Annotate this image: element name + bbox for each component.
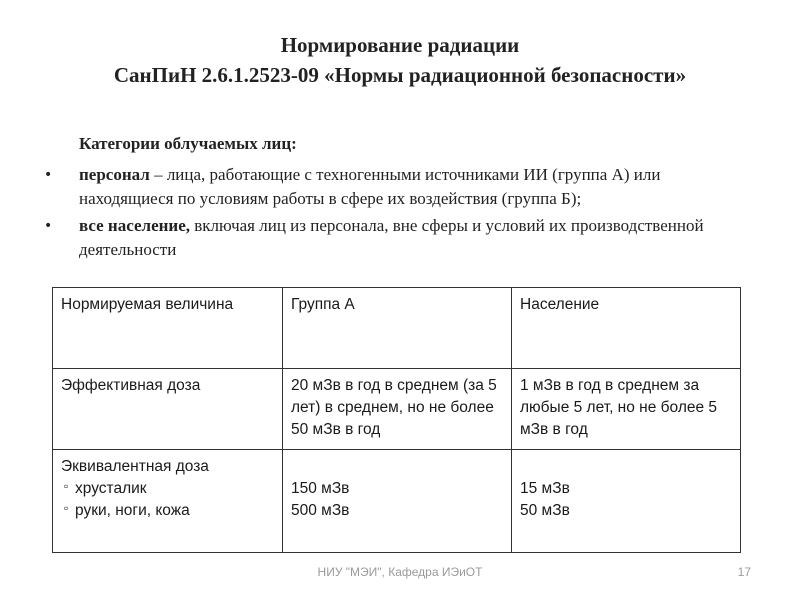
title-line-2: СанПиН 2.6.1.2523-09 «Нормы радиационной безопасности» xyxy=(113,63,687,87)
category-item-population xyxy=(44,214,754,262)
value-skin-population: 50 мЗв xyxy=(520,502,570,519)
bullet-icon: • xyxy=(44,167,53,183)
slide-title xyxy=(0,30,800,90)
table-header-row xyxy=(53,288,741,369)
table-row xyxy=(53,369,741,450)
categories-section xyxy=(44,133,754,265)
category-term: все население, xyxy=(79,216,190,235)
value-skin-group-a: 500 мЗв xyxy=(291,502,350,519)
value-lens-group-a: 150 мЗв xyxy=(291,480,350,497)
sub-item-lens: ▫ хрусталик xyxy=(61,478,274,500)
category-term: персонал xyxy=(79,165,150,184)
cell-effective-group-a: 20 мЗв в год в среднем (за 5 лет) в среднем, но не более 50 мЗв в год xyxy=(283,369,512,450)
norms-table xyxy=(52,287,741,553)
header-cell-group-a: Группа А xyxy=(283,288,512,369)
cell-effective-population: 1 мЗв в год в среднем за любые 5 лет, но не более 5 мЗв в год xyxy=(512,369,741,450)
categories-heading: Категории облучаемых лиц: xyxy=(79,134,297,153)
subitem-marker-icon: ▫ xyxy=(64,479,69,493)
category-item-personnel xyxy=(44,163,754,211)
cell-equivalent-group-a xyxy=(283,450,512,553)
table-row xyxy=(53,450,741,553)
sub-item-limbs-skin: ▫ руки, ноги, кожа xyxy=(61,500,274,522)
bullet-icon: • xyxy=(44,218,53,234)
title-line-1: Нормирование радиации xyxy=(280,33,520,57)
cell-equivalent-dose xyxy=(53,450,283,553)
equivalent-dose-label: Эквивалентная доза xyxy=(61,458,209,475)
category-description: включая лиц из персонала, вне сферы и условий их производственной деятельности xyxy=(79,216,704,259)
header-cell-quantity: Нормируемая величина xyxy=(53,288,283,369)
cell-effective-dose: Эффективная доза xyxy=(53,369,283,450)
category-description: – лица, работающие с техногенными источниками ИИ (группа А) или находящиеся по условиям работы в сфере их воздействия (группа Б); xyxy=(79,165,661,208)
cell-equivalent-population xyxy=(512,450,741,553)
subitem-marker-icon: ▫ xyxy=(64,501,69,515)
value-lens-population: 15 мЗв xyxy=(520,480,570,497)
page-number: 17 xyxy=(737,565,751,579)
header-cell-population: Население xyxy=(512,288,741,369)
footer-organization: НИУ "МЭИ", Кафедра ИЭиОТ xyxy=(317,565,483,579)
